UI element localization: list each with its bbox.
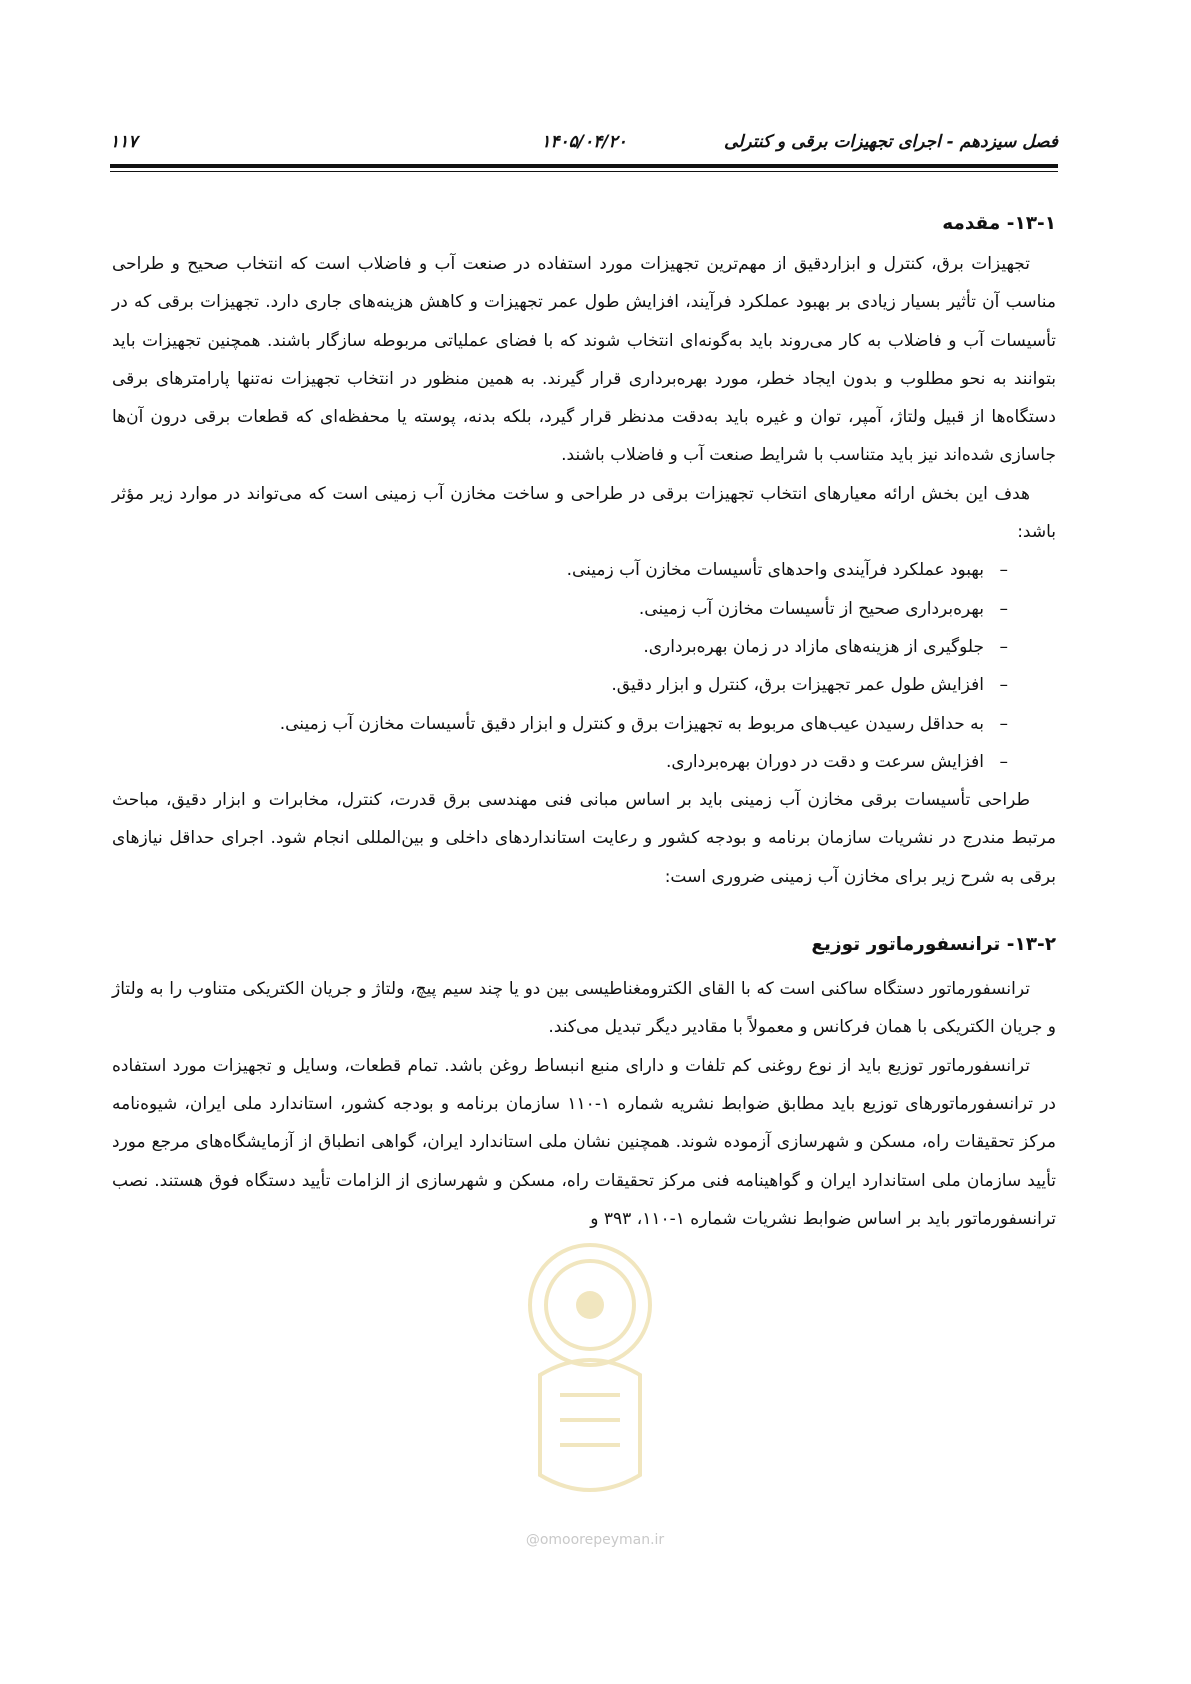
page-number: ۱۱۷ [110, 132, 138, 152]
page-header [110, 128, 1058, 158]
list-item: – افزایش سرعت و دقت در دوران بهره‌برداری. [112, 743, 1008, 781]
list-item: – بهبود عملکرد فرآیندی واحدهای تأسیسات مخازن آب زمینی. [112, 551, 1008, 589]
section-2-paragraph-1: ترانسفورماتور دستگاه ساکنی است که با القای الکترومغناطیسی بین دو یا چند سیم پیچ، ولتاژ و جریان الکتریکی متناوب را به ولتاژ و جریان الکتریکی با همان فرکانس و معمولاً با مقادیر دیگر تبدیل می‌کند. [112, 979, 1056, 1038]
list-item: – جلوگیری از هزینه‌های مازاد در زمان بهره‌برداری. [112, 628, 1008, 666]
list-item: – بهره‌برداری صحیح از تأسیسات مخازن آب زمینی. [112, 590, 1008, 628]
section-1-paragraph-1: تجهیزات برق، کنترل و ابزاردقیق از مهم‌ترین تجهیزات مورد استفاده در صنعت آب و فاضلاب است که انتخاب صحیح و طراحی مناسب آن تأثیر بسیار زیادی بر بهبود عملکرد فرآیند، افزایش طول عمر تجهیزات و کاهش هزینه‌های جاری دارد. تجهیزات برقی که در تأسیسات آب و فاضلاب به کار می‌روند باید به‌گونه‌ای انتخاب شوند که با فضای عملیاتی مربوطه سازگار باشند. همچنین تجهیزات باید بتوانند به نحو مطلوب و بدون ایجاد خطر، مورد بهره‌برداری قرار گیرند. به همین منظور در انتخاب تجهیزات نه‌تنها پارامترهای برقی دستگاه‌ها از قبیل ولتاژ، آمپر، توان و غیره باید به‌دقت مدنظر قرار گیرد، بلکه بدنه، پوسته یا محفظه‌ای که قطعات برقی درون آن‌ها جاسازی شده‌اند نیز باید متناسب با شرایط صنعت آب و فاضلاب باشند. [112, 254, 1056, 466]
page-content [112, 205, 1056, 1238]
section-2-heading: ۱۳-۲- ترانسفورماتور توزیع [811, 934, 1056, 956]
section-1-heading: ۱۳-۱- مقدمه [942, 213, 1056, 234]
chapter-title: فصل سیزدهم - اجرای تجهیزات برقی و کنترلی [724, 132, 1058, 152]
header-date: ۱۴۰۵/۰۴/۲۰ [541, 132, 627, 152]
watermark-seal-icon [470, 1225, 710, 1515]
bullet-list [112, 551, 1056, 781]
list-item: – به حداقل رسیدن عیب‌های مربوط به تجهیزات برق و کنترل و ابزار دقیق تأسیسات مخازن آب زمینی. [112, 705, 1008, 743]
section-2-paragraph-2: ترانسفورماتور توزیع باید از نوع روغنی کم تلفات و دارای منبع انبساط روغن باشد. تمام قطعات، وسایل و تجهیزات مورد استفاده در ترانسفورماتورهای توزیع باید مطابق ضوابط نشریه شماره ۱-۱۱۰ سازمان برنامه و بودجه کشور، استاندارد ملی ایران، شیوه‌نامه مرکز تحقیقات راه، مسکن و شهرسازی آزموده شوند. همچنین نشان ملی استاندارد ایران، گواهی انطباق از آزمایشگاه‌های مرجع مورد تأیید سازمان ملی استاندارد ایران و گواهینامه فنی مرکز تحقیقات راه، مسکن و شهرسازی از الزامات تأیید دستگاه فوق هستند. نصب ترانسفورماتور باید بر اساس ضوابط نشریات شماره ۱-۱۱۰، ۳۹۳ و [112, 1055, 1056, 1229]
header-rule-thick [110, 164, 1058, 168]
section-1-paragraph-3: طراحی تأسیسات برقی مخازن آب زمینی باید بر اساس مبانی فنی مهندسی برق قدرت، کنترل، مخابرات و ابزار دقیق، مباحث مرتبط مندرج در نشریات سازمان برنامه و بودجه کشور و رعایت استانداردهای داخلی و بین‌المللی انجام شود. اجرای حداقل نیازهای برقی به شرح زیر برای مخازن آب زمینی ضروری است: [112, 790, 1056, 887]
section-1-paragraph-2: هدف این بخش ارائه معیارهای انتخاب تجهیزات برقی در طراحی و ساخت مخازن آب زمینی است که می‌تواند در موارد زیر مؤثر باشد: [112, 483, 1056, 543]
list-item: – افزایش طول عمر تجهیزات برق، کنترل و ابزار دقیق. [112, 666, 1008, 704]
watermark-text: @omoorepeyman.ir [525, 1532, 665, 1548]
header-rule-thin [110, 171, 1058, 172]
